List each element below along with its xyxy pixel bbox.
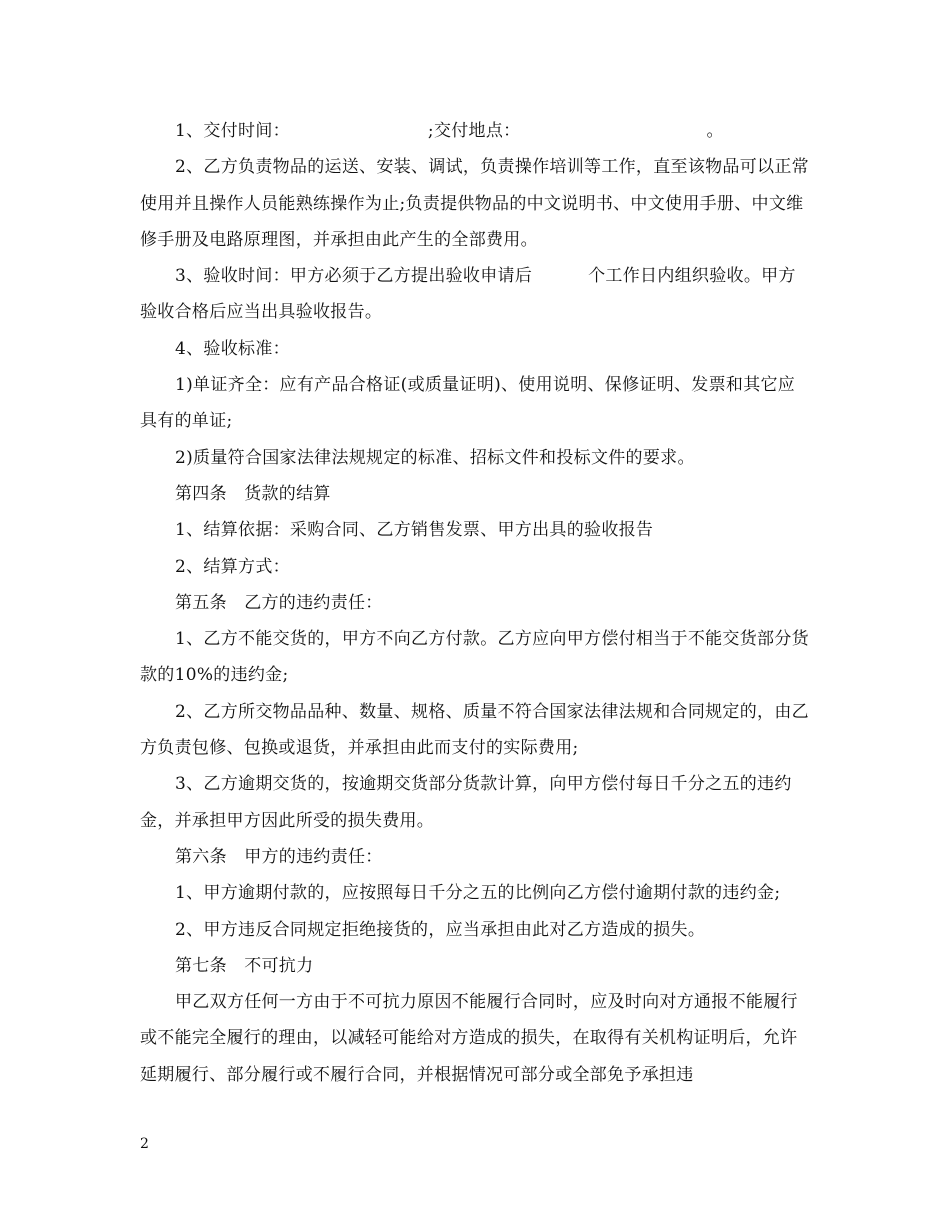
late-delivery-paragraph: 3、乙方逾期交货的，按逾期交货部分货款计算，向甲方偿付每日千分之五的违约金，并承担甲方因此所受的损失费用。 — [140, 774, 792, 831]
delivery-time-label: 1、交付时间： — [175, 121, 290, 141]
delivery-period: 。 — [706, 121, 724, 141]
settlement-method-paragraph: 2、结算方式： — [175, 556, 290, 577]
article-5-heading: 第五条 乙方的违约责任： — [175, 592, 383, 613]
force-majeure-paragraph: 甲乙双方任何一方由于不可抗力原因不能履行合同时，应及时向对方通报不能履行或不能完全履行的理由，以减轻可能给对方造成的损失，在取得有关机构证明后，允许延期履行、部分履行或不履行合同，并根据情况可部分或全部免予承担违 — [140, 992, 798, 1085]
settlement-basis-paragraph: 1、结算依据：采购合同、乙方销售发票、甲方出具的验收报告 — [175, 520, 654, 541]
quality-standard-paragraph: 2)质量符合国家法律法规规定的标准、招标文件和投标文件的要求。 — [175, 447, 695, 468]
refusal-of-goods-paragraph: 2、甲方违反合同规定拒绝接货的，应当承担由此对乙方造成的损失。 — [175, 919, 706, 940]
acceptance-standard-heading: 4、验收标准： — [175, 338, 290, 359]
documents-complete-paragraph: 1)单证齐全：应有产品合格证(或质量证明)、使用说明、保修证明、发票和其它应具有的单证; — [140, 375, 796, 432]
acceptance-time-text-a: 3、验收时间：甲方必须于乙方提出验收申请后 — [175, 266, 533, 287]
page-number: 2 — [140, 1136, 149, 1152]
acceptance-time-paragraph — [140, 258, 812, 331]
delivery-time-place-paragraph — [140, 113, 812, 149]
document-body — [140, 113, 812, 1093]
acceptance-time-text-b: 个工作日内组织验收。甲方验收合格后应当出具验收报告。 — [140, 266, 796, 323]
delivery-place-label: ;交付地点： — [427, 121, 521, 141]
article-4-heading: 第四条 货款的结算 — [175, 483, 331, 504]
late-payment-paragraph: 1、甲方逾期付款的，应按照每日千分之五的比例向乙方偿付逾期付款的违约金; — [175, 883, 781, 904]
article-7-heading: 第七条 不可抗力 — [175, 955, 314, 976]
installation-paragraph: 2、乙方负责物品的运送、安装、调试，负责操作培训等工作，直至该物品可以正常使用并且操作人员能熟练操作为止;负责提供物品的中文说明书、中文使用手册、中文维修手册及电路原理图，并承担由此产生的全部费用。 — [140, 157, 809, 250]
non-delivery-paragraph: 1、乙方不能交货的，甲方不向乙方付款。乙方应向甲方偿付相当于不能交货部分货款的10%的违约金; — [140, 629, 809, 686]
article-6-heading: 第六条 甲方的违约责任： — [175, 846, 383, 867]
nonconforming-goods-paragraph: 2、乙方所交物品品种、数量、规格、质量不符合国家法律法规和合同规定的，由乙方负责包修、包换或退货，并承担由此而支付的实际费用; — [140, 701, 809, 759]
